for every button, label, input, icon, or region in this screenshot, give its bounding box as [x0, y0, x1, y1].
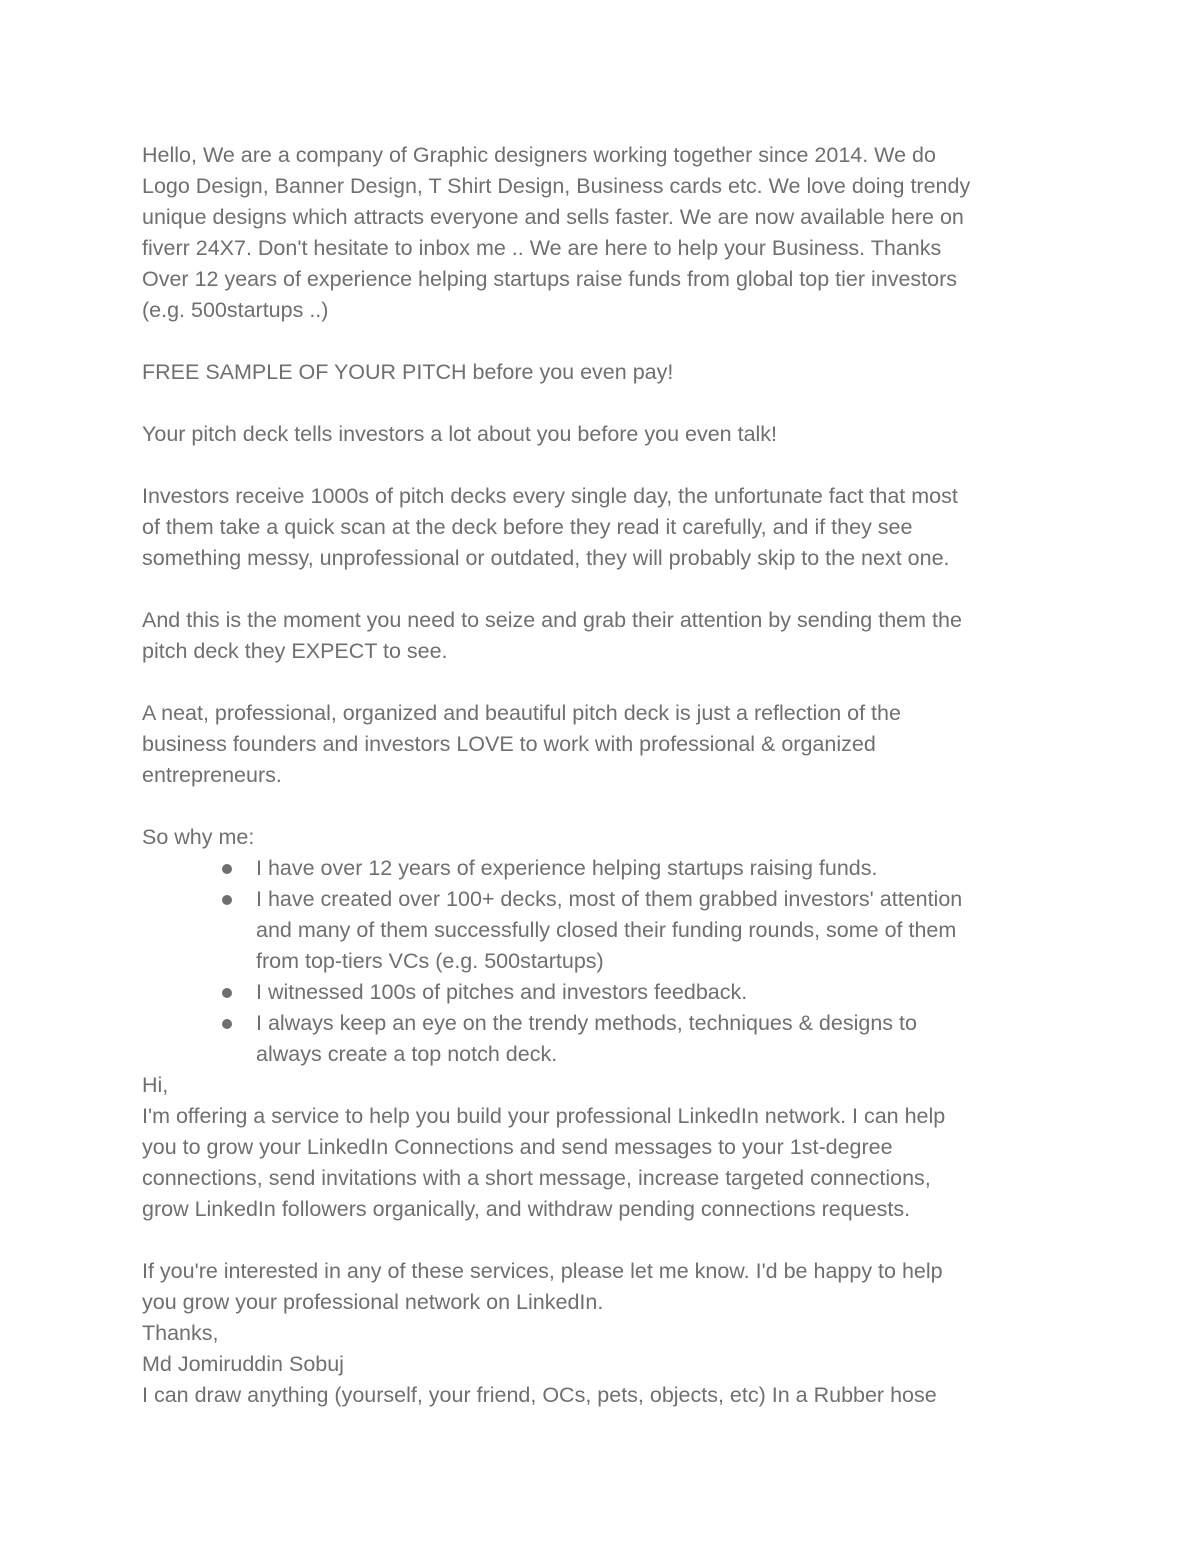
text-line: of them take a quick scan at the deck before they read it carefully, and if they see: [142, 515, 913, 539]
text-line: I have created over 100+ decks, most of them grabbed investors' attention: [256, 887, 963, 911]
list-item: [256, 884, 1082, 977]
investors-receive-paragraph: [142, 481, 1082, 574]
text-line: grow LinkedIn followers organically, and withdraw pending connections requests.: [142, 1197, 911, 1221]
greeting: Hi,: [142, 1073, 169, 1097]
why-me-bullet-list: [142, 853, 1082, 1070]
text-line: unique designs which attracts everyone and sells faster. We are now available here on: [142, 205, 964, 229]
why-me-heading: [142, 822, 1082, 853]
bullet-icon: [222, 1019, 232, 1029]
text-line: you to grow your LinkedIn Connections and send messages to your 1st-degree: [142, 1135, 893, 1159]
paragraph-gap: [142, 574, 1082, 605]
paragraph-gap: [142, 326, 1082, 357]
bullet-icon: [222, 988, 232, 998]
list-item: [256, 853, 1082, 884]
intro-paragraph: [142, 140, 1082, 326]
text-line: Logo Design, Banner Design, T Shirt Design, Business cards etc. We love doing trendy: [142, 174, 971, 198]
bullet-icon: [222, 895, 232, 905]
text-line: Your pitch deck tells investors a lot about you before you even talk!: [142, 422, 778, 446]
text-line: always create a top notch deck.: [256, 1042, 558, 1066]
list-item: [256, 1008, 1082, 1070]
text-line: Hello, We are a company of Graphic designers working together since 2014. We do: [142, 143, 936, 167]
signature: Md Jomiruddin Sobuj: [142, 1352, 344, 1376]
text-line: I have over 12 years of experience helping startups raising funds.: [256, 856, 878, 880]
text-line: And this is the moment you need to seize and grab their attention by sending them the: [142, 608, 962, 632]
text-line: pitch deck they EXPECT to see.: [142, 639, 448, 663]
text-line: I'm offering a service to help you build your professional LinkedIn network. I can help: [142, 1104, 946, 1128]
paragraph-gap: [142, 1225, 1082, 1256]
text-line: FREE SAMPLE OF YOUR PITCH before you even pay!: [142, 360, 674, 384]
pitch-tells-paragraph: [142, 419, 1082, 450]
text-line: I always keep an eye on the trendy methods, techniques & designs to: [256, 1011, 917, 1035]
paragraph-gap: [142, 791, 1082, 822]
text-line: fiverr 24X7. Don't hesitate to inbox me .. We are here to help your Business. Thanks: [142, 236, 942, 260]
paragraph-gap: [142, 667, 1082, 698]
text-line: something messy, unprofessional or outdated, they will probably skip to the next one.: [142, 546, 950, 570]
text-line: connections, send invitations with a short message, increase targeted connections,: [142, 1166, 931, 1190]
text-line: entrepreneurs.: [142, 763, 282, 787]
closing: Thanks,: [142, 1321, 219, 1345]
text-line: A neat, professional, organized and beautiful pitch deck is just a reflection of the: [142, 701, 901, 725]
neat-deck-paragraph: [142, 698, 1082, 791]
text-line: I witnessed 100s of pitches and investors feedback.: [256, 980, 748, 1004]
document-page: [142, 140, 1082, 1411]
text-line: and many of them successfully closed their funding rounds, some of them: [256, 918, 957, 942]
text-line: So why me:: [142, 825, 255, 849]
paragraph-gap: [142, 450, 1082, 481]
text-line: business founders and investors LOVE to work with professional & organized: [142, 732, 876, 756]
text-line: (e.g. 500startups ..): [142, 298, 329, 322]
free-sample-paragraph: [142, 357, 1082, 388]
text-line: Investors receive 1000s of pitch decks every single day, the unfortunate fact that most: [142, 484, 958, 508]
bullet-icon: [222, 864, 232, 874]
seize-moment-paragraph: [142, 605, 1082, 667]
text-line: If you're interested in any of these services, please let me know. I'd be happy to help: [142, 1259, 943, 1283]
paragraph-gap: [142, 388, 1082, 419]
text-line: Over 12 years of experience helping startups raise funds from global top tier investors: [142, 267, 958, 291]
linkedin-paragraph: [142, 1070, 1082, 1225]
text-line: you grow your professional network on LinkedIn.: [142, 1290, 604, 1314]
text-line: I can draw anything (yourself, your friend, OCs, pets, objects, etc) In a Rubber hose: [142, 1383, 937, 1407]
text-line: from top-tiers VCs (e.g. 500startups): [256, 949, 604, 973]
linkedin-interest-paragraph: [142, 1256, 1082, 1411]
list-item: [256, 977, 1082, 1008]
